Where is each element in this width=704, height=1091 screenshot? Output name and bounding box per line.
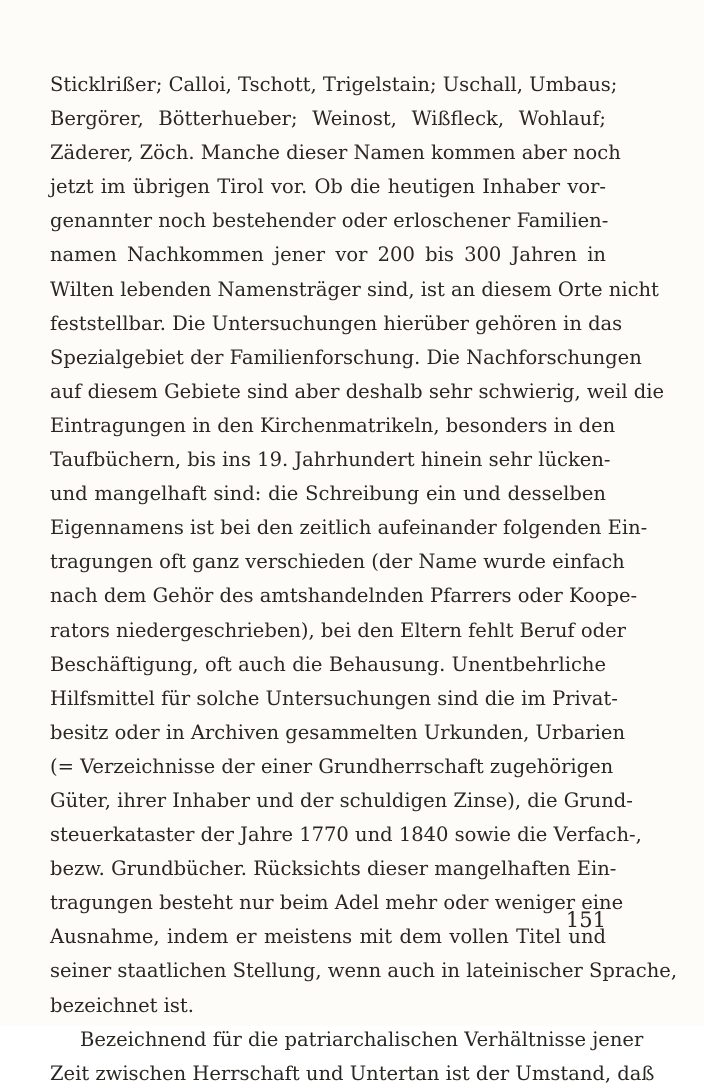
text-line: Hilfsmittel für solche Untersuchungen sind die im Privat- [50,686,618,710]
text-line: auf diesem Gebiete sind aber deshalb sehr schwierig, weil die [50,379,665,403]
text-line: Bergörer, Bötterhueber; Weinost, Wißfleck, Wohlauf; [50,107,606,131]
text-line-paragraph-start: Bezeichnend für die patriarchalischen Verhältnisse jener [80,1027,644,1051]
text-line: namen Nachkommen jener vor 200 bis 300 Jahren in [50,243,606,267]
text-line: Spezialgebiet der Familienforschung. Die Nachforschungen [50,345,642,369]
text-line: Beschäftigung, oft auch die Behausung. Unentbehrliche [50,652,606,676]
text-line: besitz oder in Archiven gesammelten Urkunden, Urbarien [50,720,626,744]
text-line: genannter noch bestehender oder erloschener Familien- [50,209,609,233]
text-line: Eintragungen in den Kirchenmatrikeln, besonders in den [50,413,616,437]
text-line: Wilten lebenden Namensträger sind, ist an diesem Orte nicht [50,277,659,301]
body-text [50,68,678,1091]
text-line: rators niedergeschrieben), bei den Eltern fehlt Beruf oder [50,618,626,642]
text-line: Sticklrißer; Calloi, Tschott, Trigelstain; Uschall, Umbaus; [50,73,618,96]
text-line: (= Verzeichnisse der einer Grundherrschaft zugehörigen [50,754,614,778]
text-line: seiner staatlichen Stellung, wenn auch in lateinischer Sprache, [50,959,678,983]
text-line: Ausnahme, indem er meistens mit dem vollen Titel und [50,925,606,949]
text-line: steuerkataster der Jahre 1770 und 1840 sowie die Verfach-, [50,823,642,847]
text-line: bezw. Grundbücher. Rücksichts dieser mangelhaften Ein- [50,857,617,881]
text-line: Güter, ihrer Inhaber und der schuldigen Zinse), die Grund- [50,788,633,812]
text-line: und mangelhaft sind: die Schreibung ein und desselben [50,482,606,506]
text-line: Zeit zwischen Herrschaft und Untertan ist der Umstand, daß [50,1061,655,1085]
page-number: 151 [565,908,606,932]
text-line: Zäderer, Zöch. Manche dieser Namen kommen aber noch [50,141,621,165]
text-line-paragraph-end: bezeichnet ist. [50,993,194,1017]
text-line: Eigennamens ist bei den zeitlich aufeinander folgenden Ein- [50,516,648,540]
text-line: tragungen oft ganz verschieden (der Name wurde einfach [50,550,625,574]
text-line: tragungen besteht nur beim Adel mehr oder weniger eine [50,891,624,915]
text-line: jetzt im übrigen Tirol vor. Ob die heutigen Inhaber vor- [50,175,606,199]
text-line: Taufbüchern, bis ins 19. Jahrhundert hinein sehr lücken- [50,448,611,472]
text-line: feststellbar. Die Untersuchungen hierüber gehören in das [50,311,623,335]
text-line: nach dem Gehör des amtshandelnden Pfarrers oder Koope- [50,584,638,608]
